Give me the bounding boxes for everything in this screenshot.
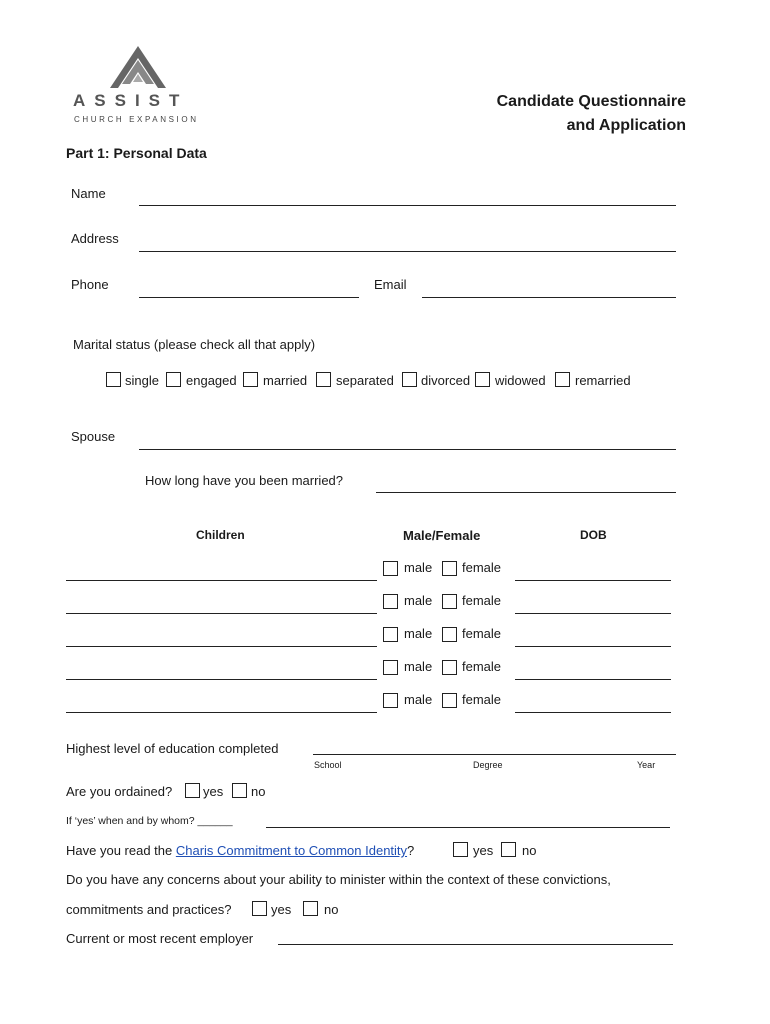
female-label: female	[462, 560, 502, 575]
child-dob-field[interactable]	[515, 613, 671, 614]
gender-col-header: Male/Female	[403, 528, 481, 543]
doc-title-line2: and Application	[566, 117, 686, 134]
female-checkbox[interactable]	[442, 693, 457, 708]
child-name-field[interactable]	[66, 679, 377, 680]
male-label: male	[404, 593, 433, 608]
charis-suffix: ?	[407, 843, 415, 858]
education-year-caption: Year	[637, 760, 656, 770]
logo-subtitle: CHURCH EXPANSION	[74, 115, 199, 124]
marital-status-label: Marital status (please check all that apply)	[73, 337, 316, 352]
female-checkbox[interactable]	[442, 627, 457, 642]
charis-no-label: no	[522, 843, 537, 858]
address-label: Address	[71, 231, 119, 246]
ordained-question: Are you ordained?	[66, 784, 173, 799]
female-label: female	[462, 593, 502, 608]
marital-engaged-checkbox[interactable]	[166, 372, 181, 387]
male-checkbox[interactable]	[383, 693, 398, 708]
logo-mark-icon	[110, 46, 166, 88]
male-label: male	[404, 692, 433, 707]
charis-no-checkbox[interactable]	[501, 842, 516, 857]
email-label: Email	[374, 277, 407, 292]
education-label: Highest level of education completed	[66, 741, 279, 756]
child-name-field[interactable]	[66, 580, 377, 581]
concerns-no-checkbox[interactable]	[303, 901, 318, 916]
marital-single-label: single	[125, 373, 159, 388]
logo	[70, 46, 220, 130]
dob-col-header: DOB	[580, 528, 607, 542]
male-label: male	[404, 560, 433, 575]
concerns-question-line1: Do you have any concerns about your ability to minister within the context of these convictions,	[66, 872, 611, 887]
male-checkbox[interactable]	[383, 594, 398, 609]
child-name-field[interactable]	[66, 712, 377, 713]
marital-single-checkbox[interactable]	[106, 372, 121, 387]
employer-field[interactable]	[278, 944, 673, 945]
ordained-followup-label: If ‘yes’ when and by whom? ______	[66, 815, 233, 827]
marital-engaged-label: engaged	[186, 373, 237, 388]
child-dob-field[interactable]	[515, 679, 671, 680]
female-checkbox[interactable]	[442, 660, 457, 675]
ordained-no-label: no	[251, 784, 266, 799]
marital-divorced-checkbox[interactable]	[402, 372, 417, 387]
part1-heading: Part 1: Personal Data	[66, 145, 207, 161]
education-degree-caption: Degree	[473, 760, 503, 770]
phone-field[interactable]	[139, 297, 359, 298]
spouse-field[interactable]	[139, 449, 676, 450]
employer-label: Current or most recent employer	[66, 931, 254, 946]
child-name-field[interactable]	[66, 613, 377, 614]
ordained-yes-checkbox[interactable]	[185, 783, 200, 798]
male-checkbox[interactable]	[383, 660, 398, 675]
female-label: female	[462, 692, 502, 707]
name-label: Name	[71, 186, 106, 201]
marital-married-checkbox[interactable]	[243, 372, 258, 387]
male-label: male	[404, 659, 433, 674]
female-checkbox[interactable]	[442, 594, 457, 609]
charis-yes-checkbox[interactable]	[453, 842, 468, 857]
education-school-caption: School	[314, 760, 342, 770]
marital-remarried-label: remarried	[575, 373, 631, 388]
child-dob-field[interactable]	[515, 712, 671, 713]
ordained-followup-field[interactable]	[266, 827, 670, 828]
marital-remarried-checkbox[interactable]	[555, 372, 570, 387]
ordained-yes-label: yes	[203, 784, 224, 799]
address-field[interactable]	[139, 251, 676, 252]
spouse-label: Spouse	[71, 429, 116, 444]
concerns-yes-checkbox[interactable]	[252, 901, 267, 916]
logo-word: ASSIST	[73, 91, 189, 110]
name-field[interactable]	[139, 205, 676, 206]
charis-prefix: Have you read the	[66, 843, 176, 858]
concerns-question-line2: commitments and practices?	[66, 902, 232, 917]
male-checkbox[interactable]	[383, 561, 398, 576]
concerns-yes-label: yes	[271, 902, 292, 917]
married-duration-field[interactable]	[376, 492, 676, 493]
child-dob-field[interactable]	[515, 580, 671, 581]
doc-title-line1: Candidate Questionnaire	[496, 93, 686, 110]
marital-separated-label: separated	[336, 373, 394, 388]
child-name-field[interactable]	[66, 646, 377, 647]
education-field[interactable]	[313, 754, 676, 755]
marital-widowed-checkbox[interactable]	[475, 372, 490, 387]
marital-married-label: married	[263, 373, 308, 388]
female-label: female	[462, 626, 502, 641]
female-label: female	[462, 659, 502, 674]
married-duration-label: How long have you been married?	[145, 473, 344, 488]
child-dob-field[interactable]	[515, 646, 671, 647]
male-checkbox[interactable]	[383, 627, 398, 642]
male-label: male	[404, 626, 433, 641]
marital-widowed-label: widowed	[495, 373, 546, 388]
female-checkbox[interactable]	[442, 561, 457, 576]
ordained-no-checkbox[interactable]	[232, 783, 247, 798]
children-col-header: Children	[196, 528, 245, 542]
marital-divorced-label: divorced	[421, 373, 471, 388]
email-field[interactable]	[422, 297, 676, 298]
charis-link[interactable]: Charis Commitment to Common Identity	[175, 843, 408, 858]
charis-question	[66, 843, 414, 858]
concerns-no-label: no	[324, 902, 339, 917]
charis-yes-label: yes	[473, 843, 494, 858]
marital-separated-checkbox[interactable]	[316, 372, 331, 387]
phone-label: Phone	[71, 277, 109, 292]
